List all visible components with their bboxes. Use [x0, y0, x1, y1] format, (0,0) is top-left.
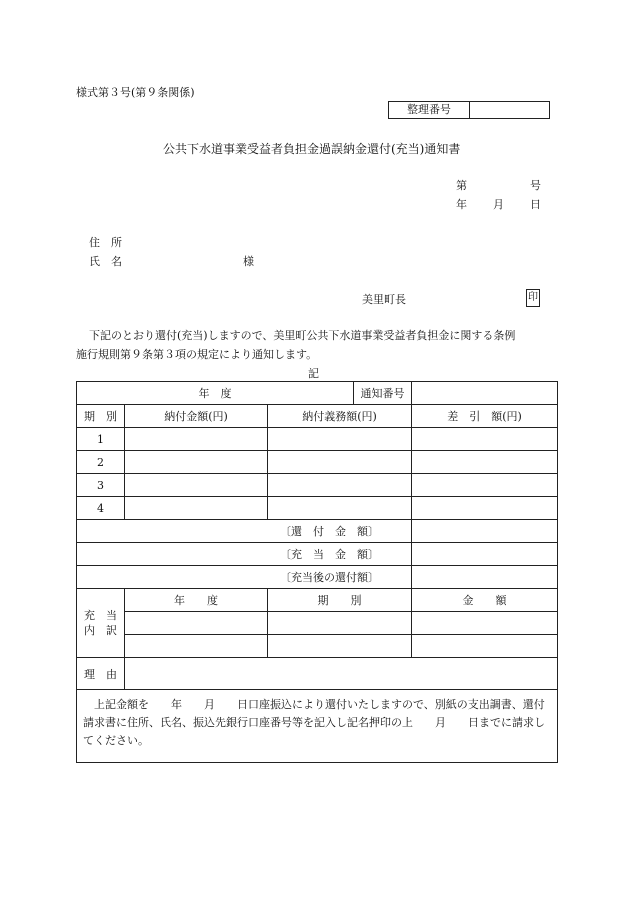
obligation-amount-cell[interactable]: [268, 451, 412, 474]
breakdown-amount-cell[interactable]: [412, 635, 558, 658]
breakdown-header-year: 年 度: [125, 589, 268, 612]
date-year: 年: [456, 198, 467, 211]
refund-after-appropriation-label: 〔充当後の還付額〕: [77, 566, 412, 589]
reason-field[interactable]: [125, 658, 558, 690]
appropriation-amount-label: 〔充 当 金 額〕: [77, 543, 412, 566]
breakdown-period-cell[interactable]: [268, 612, 412, 635]
payment-note: 上記金額を 年 月 日口座振込により還付いたしますので、別紙の支出調書、還付請求書に住所、氏名、振込先銀行口座番号等を記入し記名押印の上 月 日までに請求してください。: [77, 690, 558, 763]
address-label: 住 所: [89, 236, 122, 249]
paid-amount-cell[interactable]: [125, 451, 268, 474]
header-difference: 差 引 額(円): [412, 405, 558, 428]
difference-cell[interactable]: [412, 497, 558, 520]
obligation-amount-cell[interactable]: [268, 474, 412, 497]
mayor-title: 美里町長: [362, 293, 406, 306]
breakdown-year-cell[interactable]: [125, 635, 268, 658]
breakdown-header-period: 期 別: [268, 589, 412, 612]
breakdown-year-cell[interactable]: [125, 612, 268, 635]
date-day: 日: [530, 198, 541, 211]
paid-amount-cell[interactable]: [125, 497, 268, 520]
notice-number-label: 通知番号: [354, 382, 412, 405]
obligation-amount-cell[interactable]: [268, 497, 412, 520]
breakdown-period-cell[interactable]: [268, 635, 412, 658]
name-label: 氏 名: [89, 255, 122, 268]
obligation-amount-cell[interactable]: [268, 428, 412, 451]
form-number: 様式第３号(第９条関係): [76, 86, 195, 99]
period-3: 3: [77, 474, 125, 497]
breakdown-header-amount: 金 額: [412, 589, 558, 612]
body-line-1: 下記のとおり還付(充当)しますので、美里町公共下水道事業受益者負担金に関する条例: [89, 329, 516, 342]
issue-number-suffix: 号: [530, 179, 541, 192]
refund-table: [76, 381, 558, 763]
difference-cell[interactable]: [412, 451, 558, 474]
breakdown-amount-cell[interactable]: [412, 612, 558, 635]
appropriation-amount-field[interactable]: [412, 543, 558, 566]
period-1: 1: [77, 428, 125, 451]
honorific: 様: [243, 255, 254, 268]
period-2: 2: [77, 451, 125, 474]
appropriation-label-line1: 充 当: [84, 609, 117, 622]
difference-cell[interactable]: [412, 428, 558, 451]
issue-number-prefix: 第: [456, 179, 467, 192]
header-obligation-amount: 納付義務額(円): [268, 405, 412, 428]
document-title: 公共下水道事業受益者負担金過誤納金還付(充当)通知書: [163, 142, 461, 156]
seal-mark: 印: [526, 289, 540, 307]
reason-label: 理 由: [77, 658, 125, 690]
paid-amount-cell[interactable]: [125, 428, 268, 451]
refund-amount-label: 〔還 付 金 額〕: [77, 520, 412, 543]
ki-heading: 記: [308, 367, 319, 380]
paid-amount-cell[interactable]: [125, 474, 268, 497]
notice-number-field[interactable]: [412, 382, 558, 405]
appropriation-breakdown-label: [77, 589, 125, 658]
header-paid-amount: 納付金額(円): [125, 405, 268, 428]
period-4: 4: [77, 497, 125, 520]
refund-after-appropriation-field[interactable]: [412, 566, 558, 589]
reference-number-field[interactable]: [470, 102, 549, 118]
reference-number-label: 整理番号: [389, 102, 470, 118]
difference-cell[interactable]: [412, 474, 558, 497]
refund-amount-field[interactable]: [412, 520, 558, 543]
date-month: 月: [493, 198, 504, 211]
body-line-2: 施行規則第９条第３項の規定により通知します。: [76, 348, 318, 361]
reference-number-box: [388, 101, 550, 119]
header-period: 期 別: [77, 405, 125, 428]
appropriation-label-line2: 内 訳: [84, 624, 117, 637]
fiscal-year-label: 年 度: [77, 382, 354, 405]
